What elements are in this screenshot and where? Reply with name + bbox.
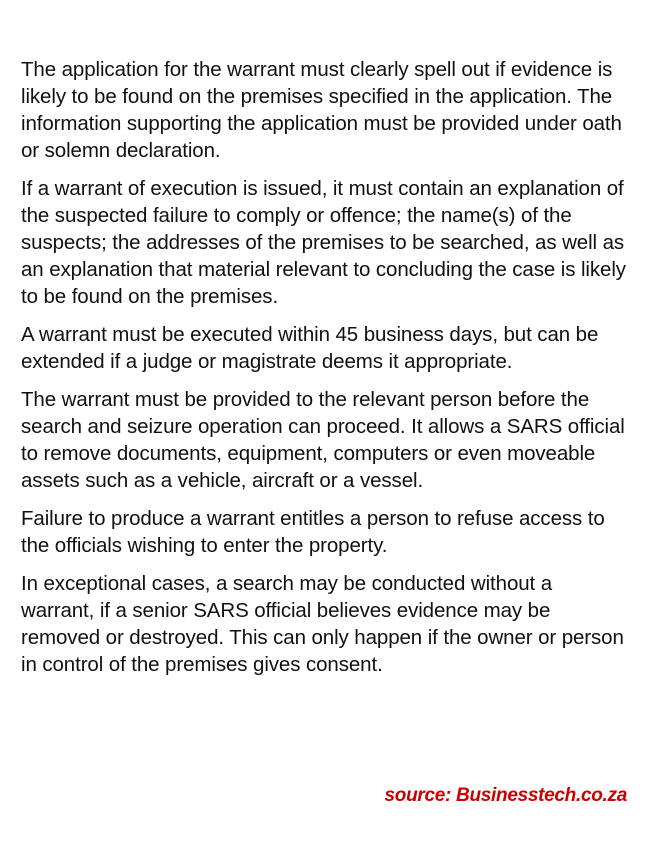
paragraph-exceptional-cases: In exceptional cases, a search may be conducted without a warrant, if a senior SARS official believes evidence may be removed or destroyed. This can only happen if the owner or person in control of the premises gives consent. [21,572,624,676]
paragraph-refuse-access: Failure to produce a warrant entitles a person to refuse access to the officials wishing to enter the property. [21,507,605,557]
paragraph-warrant-application: The application for the warrant must clearly spell out if evidence is likely to be found on the premises specified in the application. The information supporting the application must be provided under oath or solemn declaration. [21,58,622,162]
paragraph-execution-period: A warrant must be executed within 45 business days, but can be extended if a judge or magistrate deems it appropriate. [21,323,599,373]
paragraph-warrant-contents: If a warrant of execution is issued, it must contain an explanation of the suspected failure to comply or offence; the name(s) of the suspects; the addresses of the premises to be searched, as well as an explanation that material relevant to concluding the case is likely to be found on the premises. [21,177,626,308]
paragraph-warrant-provision: The warrant must be provided to the relevant person before the search and seizure operation can proceed. It allows a SARS official to remove documents, equipment, computers or even moveable assets such as a vehicle, aircraft or a vessel. [21,388,625,492]
article-body [21,56,626,689]
source-credit: source: Businesstech.co.za [384,785,627,806]
